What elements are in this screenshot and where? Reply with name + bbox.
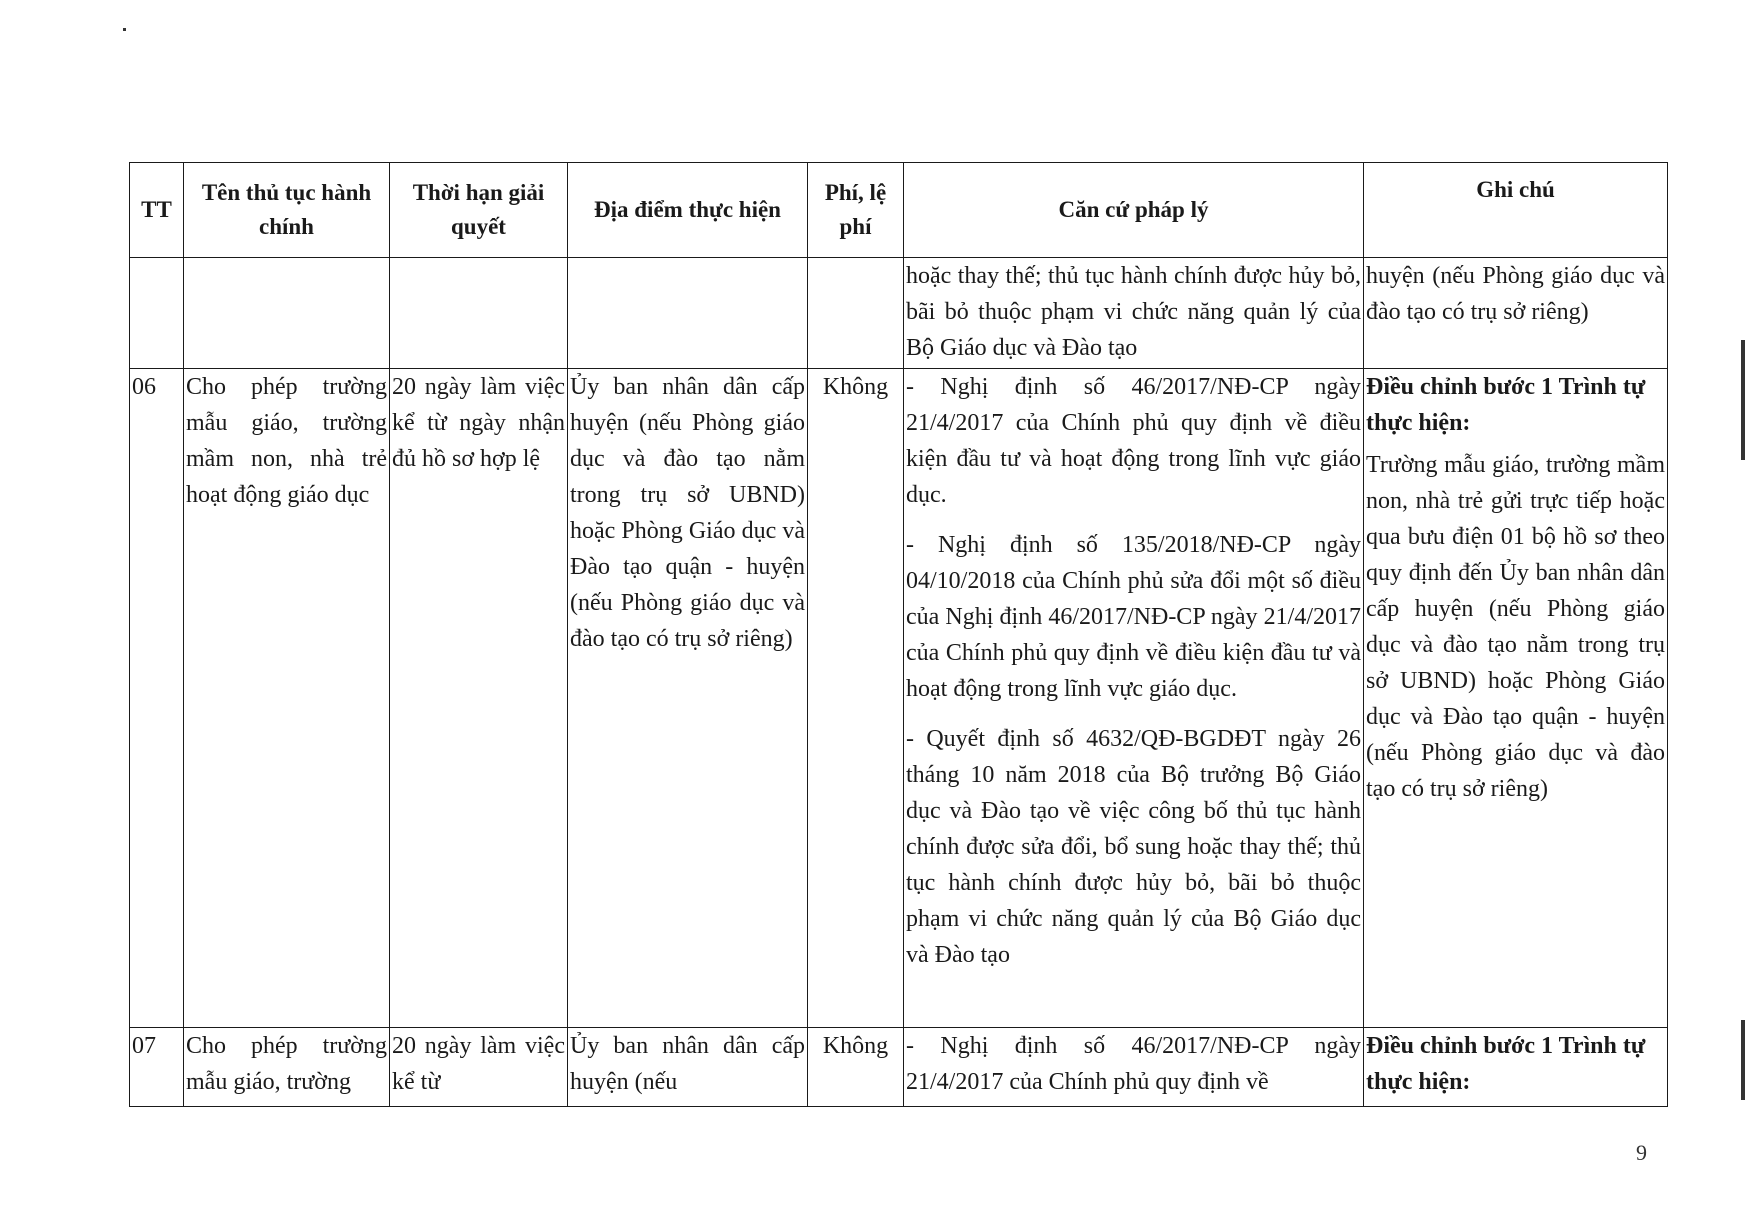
procedures-table xyxy=(129,162,1668,1107)
note-heading: Điều chỉnh bước 1 Trình tự thực hiện: xyxy=(1366,374,1646,436)
table-row xyxy=(130,369,1668,1028)
legal-basis-item: - Quyết định số 4632/QĐ-BGDĐT ngày 26 tháng 10 năm 2018 của Bộ trưởng Bộ Giáo dục và Đào tạo về việc công bố thủ tục hành chính được sửa đổi, bổ sung hoặc thay thế; thủ tục hành chính được hủy bỏ, bãi bỏ thuộc phạm vi chức năng quản lý của Bộ Giáo dục và Đào tạo xyxy=(906,726,1361,968)
note-body: Trường mẫu giáo, trường mầm non, nhà trẻ gửi trực tiếp hoặc qua bưu điện 01 bộ hồ sơ theo quy định đến Ủy ban nhân dân cấp huyện (nếu Phòng giáo dục và đào tạo nằm trong trụ sở UBND) hoặc Phòng Giáo dục và Đào tạo quận - huyện (nếu Phòng giáo dục và đào tạo có trụ sở riêng) xyxy=(1366,452,1665,802)
header-tt: TT xyxy=(130,163,184,258)
cell-note: huyện (nếu Phòng giáo dục và đào tạo có trụ sở riêng) xyxy=(1364,258,1668,369)
cell-fee xyxy=(808,258,904,369)
cell-location: Ủy ban nhân dân cấp huyện (nếu xyxy=(568,1028,808,1107)
table-row xyxy=(130,1028,1668,1107)
header-procedure-name: Tên thủ tục hành chính xyxy=(184,163,390,258)
scan-mark-edge-lower xyxy=(1741,1020,1745,1100)
cell-name xyxy=(184,258,390,369)
cell-tt: 06 xyxy=(130,369,184,1028)
note-heading: Điều chỉnh bước 1 Trình tự thực hiện: xyxy=(1366,1033,1646,1095)
table-header-row xyxy=(130,163,1668,258)
scan-mark-left xyxy=(123,28,126,31)
cell-tt: 07 xyxy=(130,1028,184,1107)
cell-legal-basis xyxy=(904,1028,1364,1107)
table-row-continued xyxy=(130,258,1668,369)
header-legal-basis: Căn cứ pháp lý xyxy=(904,163,1364,258)
header-location: Địa điểm thực hiện xyxy=(568,163,808,258)
cell-location: Ủy ban nhân dân cấp huyện (nếu Phòng giáo dục và đào tạo nằm trong trụ sở UBND) hoặc Phòng Giáo dục và Đào tạo quận - huyện (nếu Phòng giáo dục và đào tạo có trụ sở riêng) xyxy=(568,369,808,1028)
cell-name: Cho phép trường mẫu giáo, trường mầm non, nhà trẻ hoạt động giáo dục xyxy=(184,369,390,1028)
legal-basis-item: - Nghị định số 46/2017/NĐ-CP ngày 21/4/2017 của Chính phủ quy định về xyxy=(906,1033,1361,1095)
header-note: Ghi chú xyxy=(1364,163,1668,258)
cell-legal-basis xyxy=(904,369,1364,1028)
cell-tt xyxy=(130,258,184,369)
cell-fee: Không xyxy=(808,1028,904,1107)
cell-fee: Không xyxy=(808,369,904,1028)
scan-mark-edge xyxy=(1741,340,1745,460)
cell-deadline: 20 ngày làm việc kể từ xyxy=(390,1028,568,1107)
legal-basis-item: - Nghị định số 135/2018/NĐ-CP ngày 04/10/2018 của Chính phủ sửa đổi một số điều của Nghị định 46/2017/NĐ-CP ngày 21/4/2017 của Chính phủ quy định về điều kiện đầu tư và hoạt động trong lĩnh vực giáo dục. xyxy=(906,532,1361,702)
cell-legal-basis: hoặc thay thế; thủ tục hành chính được hủy bỏ, bãi bỏ thuộc phạm vi chức năng quản lý của Bộ Giáo dục và Đào tạo xyxy=(904,258,1364,369)
header-fee: Phí, lệ phí xyxy=(808,163,904,258)
header-deadline: Thời hạn giải quyết xyxy=(390,163,568,258)
cell-location xyxy=(568,258,808,369)
cell-note xyxy=(1364,369,1668,1028)
cell-deadline xyxy=(390,258,568,369)
cell-name: Cho phép trường mẫu giáo, trường xyxy=(184,1028,390,1107)
page-number: 9 xyxy=(1636,1140,1647,1165)
cell-deadline: 20 ngày làm việc kể từ ngày nhận đủ hồ sơ hợp lệ xyxy=(390,369,568,1028)
cell-note xyxy=(1364,1028,1668,1107)
legal-basis-item: - Nghị định số 46/2017/NĐ-CP ngày 21/4/2017 của Chính phủ quy định về điều kiện đầu tư và hoạt động trong lĩnh vực giáo dục. xyxy=(906,374,1361,508)
